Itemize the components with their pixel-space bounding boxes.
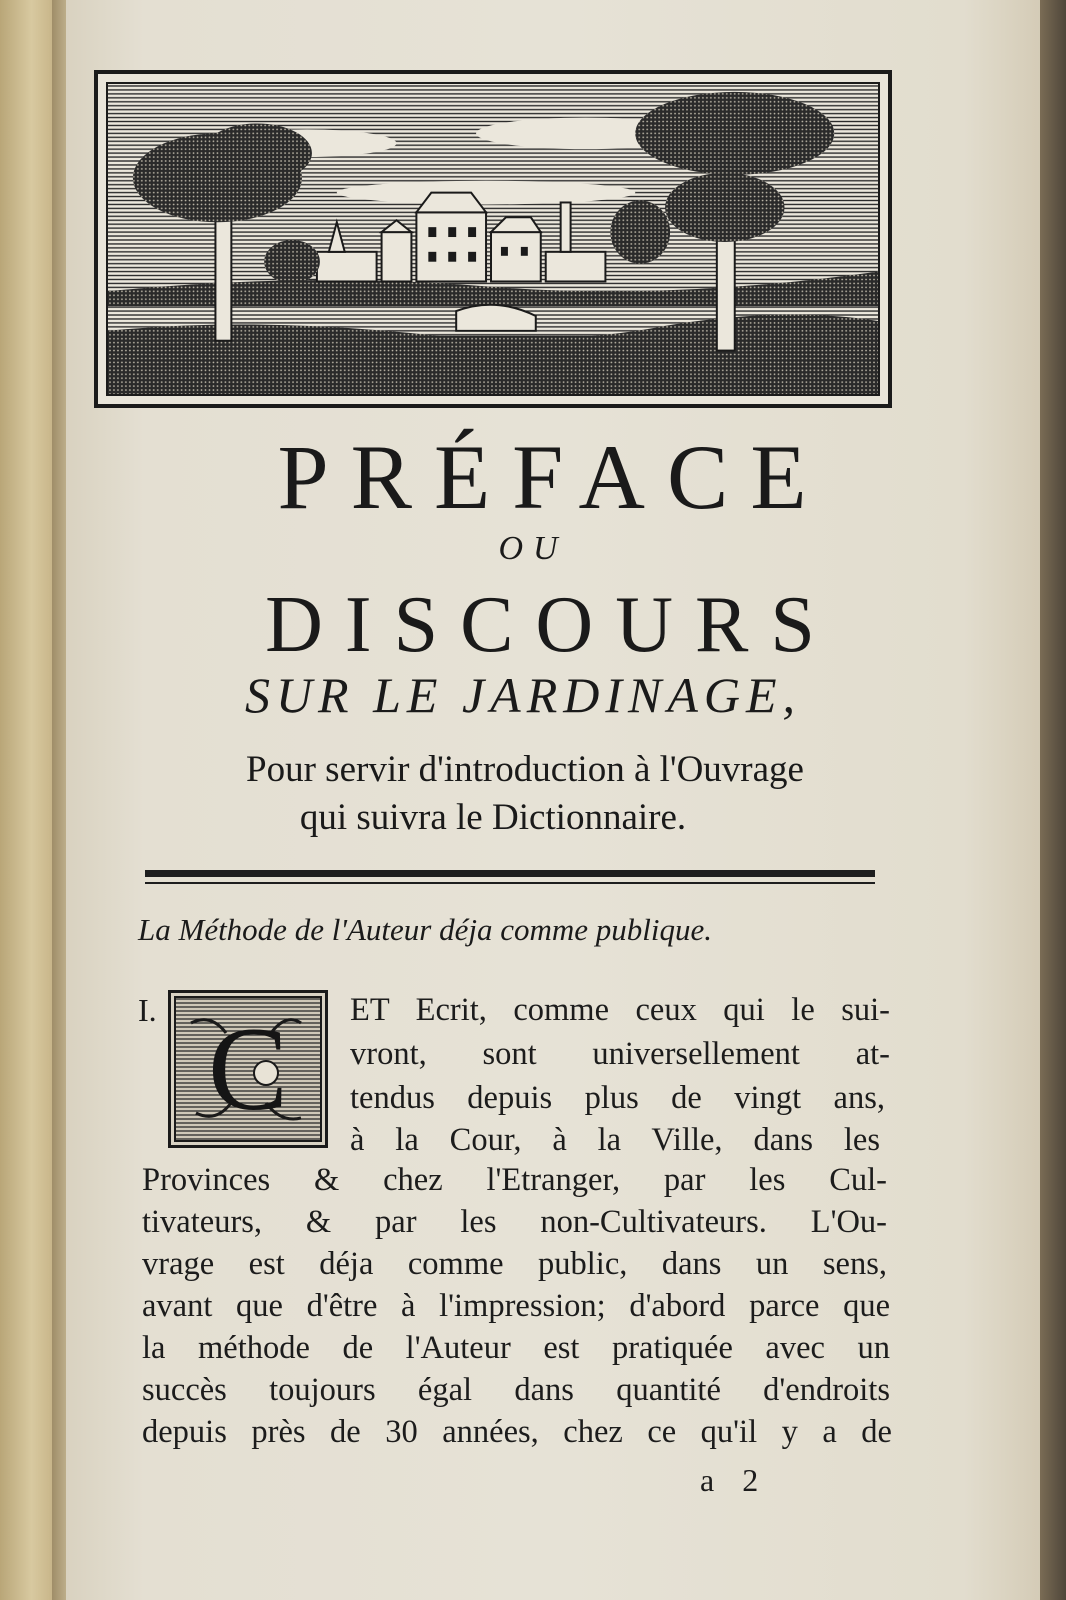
section-heading: La Méthode de l'Auteur déja comme publique.: [138, 912, 712, 947]
page-right-edge: [1040, 0, 1066, 1600]
decorated-initial: [168, 990, 328, 1148]
text-line: tivateurs, & par les non-Cultivateurs. L'Ou-: [142, 1204, 887, 1240]
text-line: ET Ecrit, comme ceux qui le sui-: [350, 992, 890, 1028]
text-line: depuis près de 30 années, chez ce qu'il y a de: [142, 1414, 892, 1450]
divider-rule-thick: [145, 870, 875, 877]
initial-letter: C: [207, 1002, 289, 1135]
landscape-illustration: [108, 84, 878, 394]
divider-rule-thin: [145, 882, 875, 884]
paragraph-number: I.: [138, 992, 157, 1028]
text-line: à la Cour, à la Ville, dans les: [350, 1122, 880, 1158]
subtitle-line-1: Pour servir d'introduction à l'Ouvrage: [246, 749, 804, 790]
title-connector: OU: [498, 530, 568, 567]
text-line: vront, sont universellement at-: [350, 1036, 890, 1072]
title-subject: SUR LE JARDINAGE,: [244, 667, 802, 723]
page-title-secondary: DISCOURS: [265, 581, 837, 669]
text-line: avant que d'être à l'impression; d'abord parce que: [142, 1288, 890, 1324]
page-title: PRÉFACE: [277, 426, 829, 528]
text-line: succès toujours égal dans quantité d'endroits: [142, 1372, 890, 1408]
text-line: tendus depuis plus de vingt ans,: [350, 1080, 885, 1116]
text-line: la méthode de l'Auteur est pratiquée avec un: [142, 1330, 890, 1366]
signature-mark: a 2: [700, 1462, 769, 1498]
subtitle-line-2: qui suivra le Dictionnaire.: [299, 797, 687, 838]
vignette-frame: [106, 82, 880, 396]
woodcut-vignette: [94, 70, 892, 408]
text-line: Provinces & chez l'Etranger, par les Cul-: [142, 1162, 887, 1198]
text-line: vrage est déja comme public, dans un sens,: [142, 1246, 887, 1282]
